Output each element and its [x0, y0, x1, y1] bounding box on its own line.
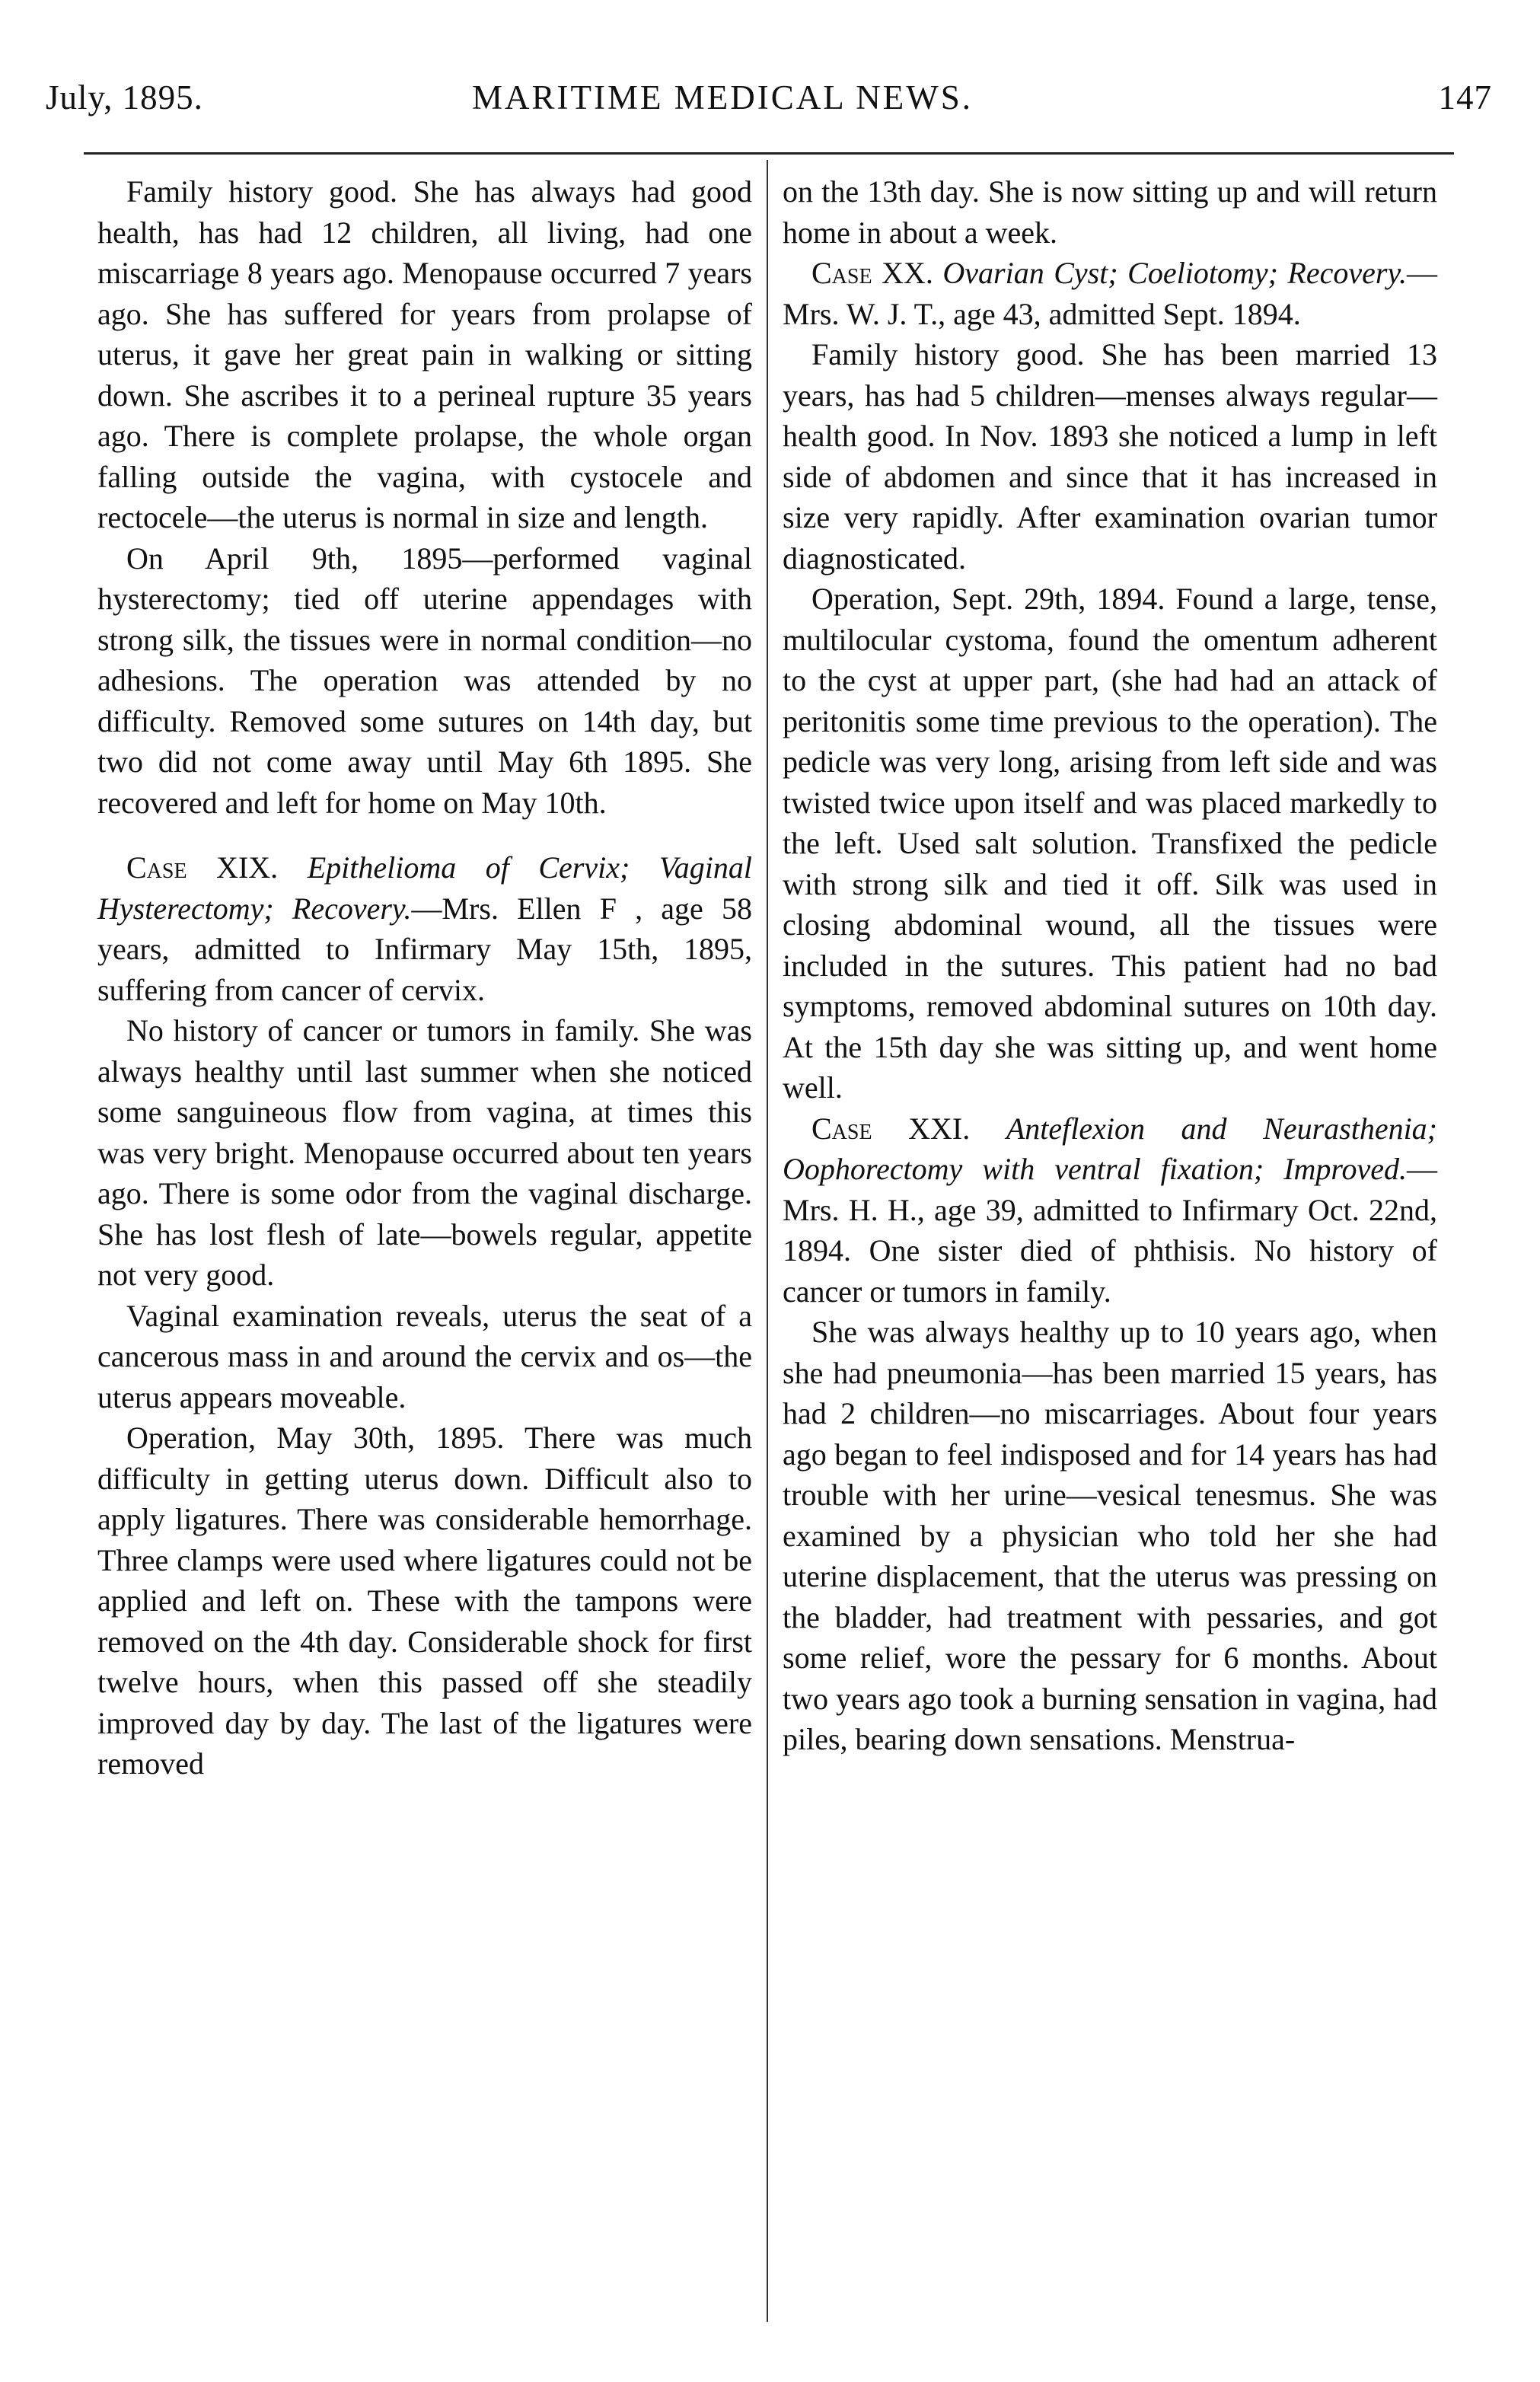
running-header — [46, 70, 1492, 139]
paragraph: on the 13th day. She is now sitting up and will return home in about a week. — [783, 174, 1437, 250]
issue-date: July, 1895. — [46, 78, 203, 116]
paragraph: On April 9th, 1895—performed vaginal hysterectomy; tied off uterine appendages with strong silk, the tissues were in normal condition—no adhesions. The operation was attended by no difficulty. Removed some sutures on 14th day, but two did not come away until May 6th 1895. She recovered and left for home on May 10th. — [97, 540, 752, 820]
paragraph: No history of cancer or tumors in family. She was always healthy until last summer when she noticed some sanguineous flow from vagina, at times this was very bright. Menopause occurred about ten years ago. There is some odor from the vaginal discharge. She has lost flesh of late—bowels regular, appetite not very good. — [97, 1013, 752, 1292]
case-label: Case XX. — [811, 256, 943, 290]
case-label: Case XXI. — [811, 1111, 1006, 1146]
case-title: Ovarian Cyst; Coeliotomy; Recovery. — [942, 256, 1407, 290]
case-label: Case XIX. — [126, 850, 308, 885]
paragraph: Operation, May 30th, 1895. There was much difficulty in getting uterus down. Difficult also to apply ligatures. There was considerable hemorrhage. Three clamps were used where ligatures could not be applied and left on. These with the tampons were removed on the 4th day. Considerable shock for first twelve hours, when this passed off she steadily improved day by day. The last of the ligatures were removed — [97, 1421, 752, 1781]
journal-title: MARITIME MEDICAL NEWS. — [472, 78, 974, 116]
case-heading-19 — [97, 847, 752, 1010]
case-intro: —Mrs. Ellen F , age 58 years, admitted to Infirmary May 15th, 1895, suffering from cancer of cervix. — [97, 891, 752, 1007]
paragraph: Vaginal examination reveals, uterus the seat of a cancerous mass in and around the cervix and os—the uterus appears moveable. — [97, 1298, 752, 1414]
paragraph: She was always healthy up to 10 years ago, when she had pneumonia—has been married 15 years, has had 2 children—no miscarriages. About four years ago began to feel indisposed and for 14 years has had trouble with her urine—vesical tenesmus. She was examined by a physician who told her she had uterine displacement, that the uterus was pressing on the bladder, had treatment with pessaries, and got some relief, wore the pessary for 6 months. About two years ago took a burning sensation in vagina, had piles, bearing down sensations. Menstrua- — [783, 1315, 1437, 1756]
right-column — [783, 171, 1437, 1760]
case-heading-20 — [783, 253, 1437, 334]
page-number: 147 — [1438, 78, 1492, 116]
paragraph: Family history good. She has always had good health, has had 12 children, all living, had one miscarriage 8 years ago. Menopause occurred 7 years ago. She has suffered for years from prolapse of uterus, it gave her great pain in walking or sitting down. She ascribes it to a perineal rupture 35 years ago. There is complete prolapse, the whole organ falling outside the vagina, with cystocele and rectocele—the uterus is normal in size and length. — [97, 174, 752, 534]
case-title: Epithelioma of Cervix; Vaginal Hysterectomy; Recovery. — [97, 850, 753, 926]
column-divider — [767, 160, 768, 2322]
case-intro: —Mrs. H. H., age 39, admitted to Infirmary Oct. 22nd, 1894. One sister died of phthisis. No history of cancer or tumors in family. — [783, 1152, 1437, 1309]
case-heading-21 — [783, 1108, 1437, 1312]
case-intro: —Mrs. W. J. T., age 43, admitted Sept. 1894. — [783, 256, 1437, 331]
left-column — [97, 171, 752, 1784]
paragraph: Operation, Sept. 29th, 1894. Found a large, tense, multilocular cystoma, found the omentum adherent to the cyst at upper part, (she had had an attack of peritonitis some time previous to the operation). The pedicle was very long, arising from left side and was twisted twice upon itself and was placed markedly to the left. Used salt solution. Transfixed the pedicle with strong silk and tied it off. Silk was used in closing abdominal wound, all the tissues were included in the sutures. This patient had no bad symptoms, removed abdominal sutures on 10th day. At the 15th day she was sitting up, and went home well. — [783, 582, 1437, 1105]
header-rule — [84, 152, 1454, 155]
case-title: Anteflexion and Neurasthenia; Oophorectomy with ventral fixation; Improved. — [783, 1111, 1437, 1186]
paragraph: Family history good. She has been married 13 years, has had 5 children—menses always regular—health good. In Nov. 1893 she noticed a lump in left side of abdomen and since that it has increased in size very rapidly. After examination ovarian tumor diagnosticated. — [783, 337, 1437, 576]
